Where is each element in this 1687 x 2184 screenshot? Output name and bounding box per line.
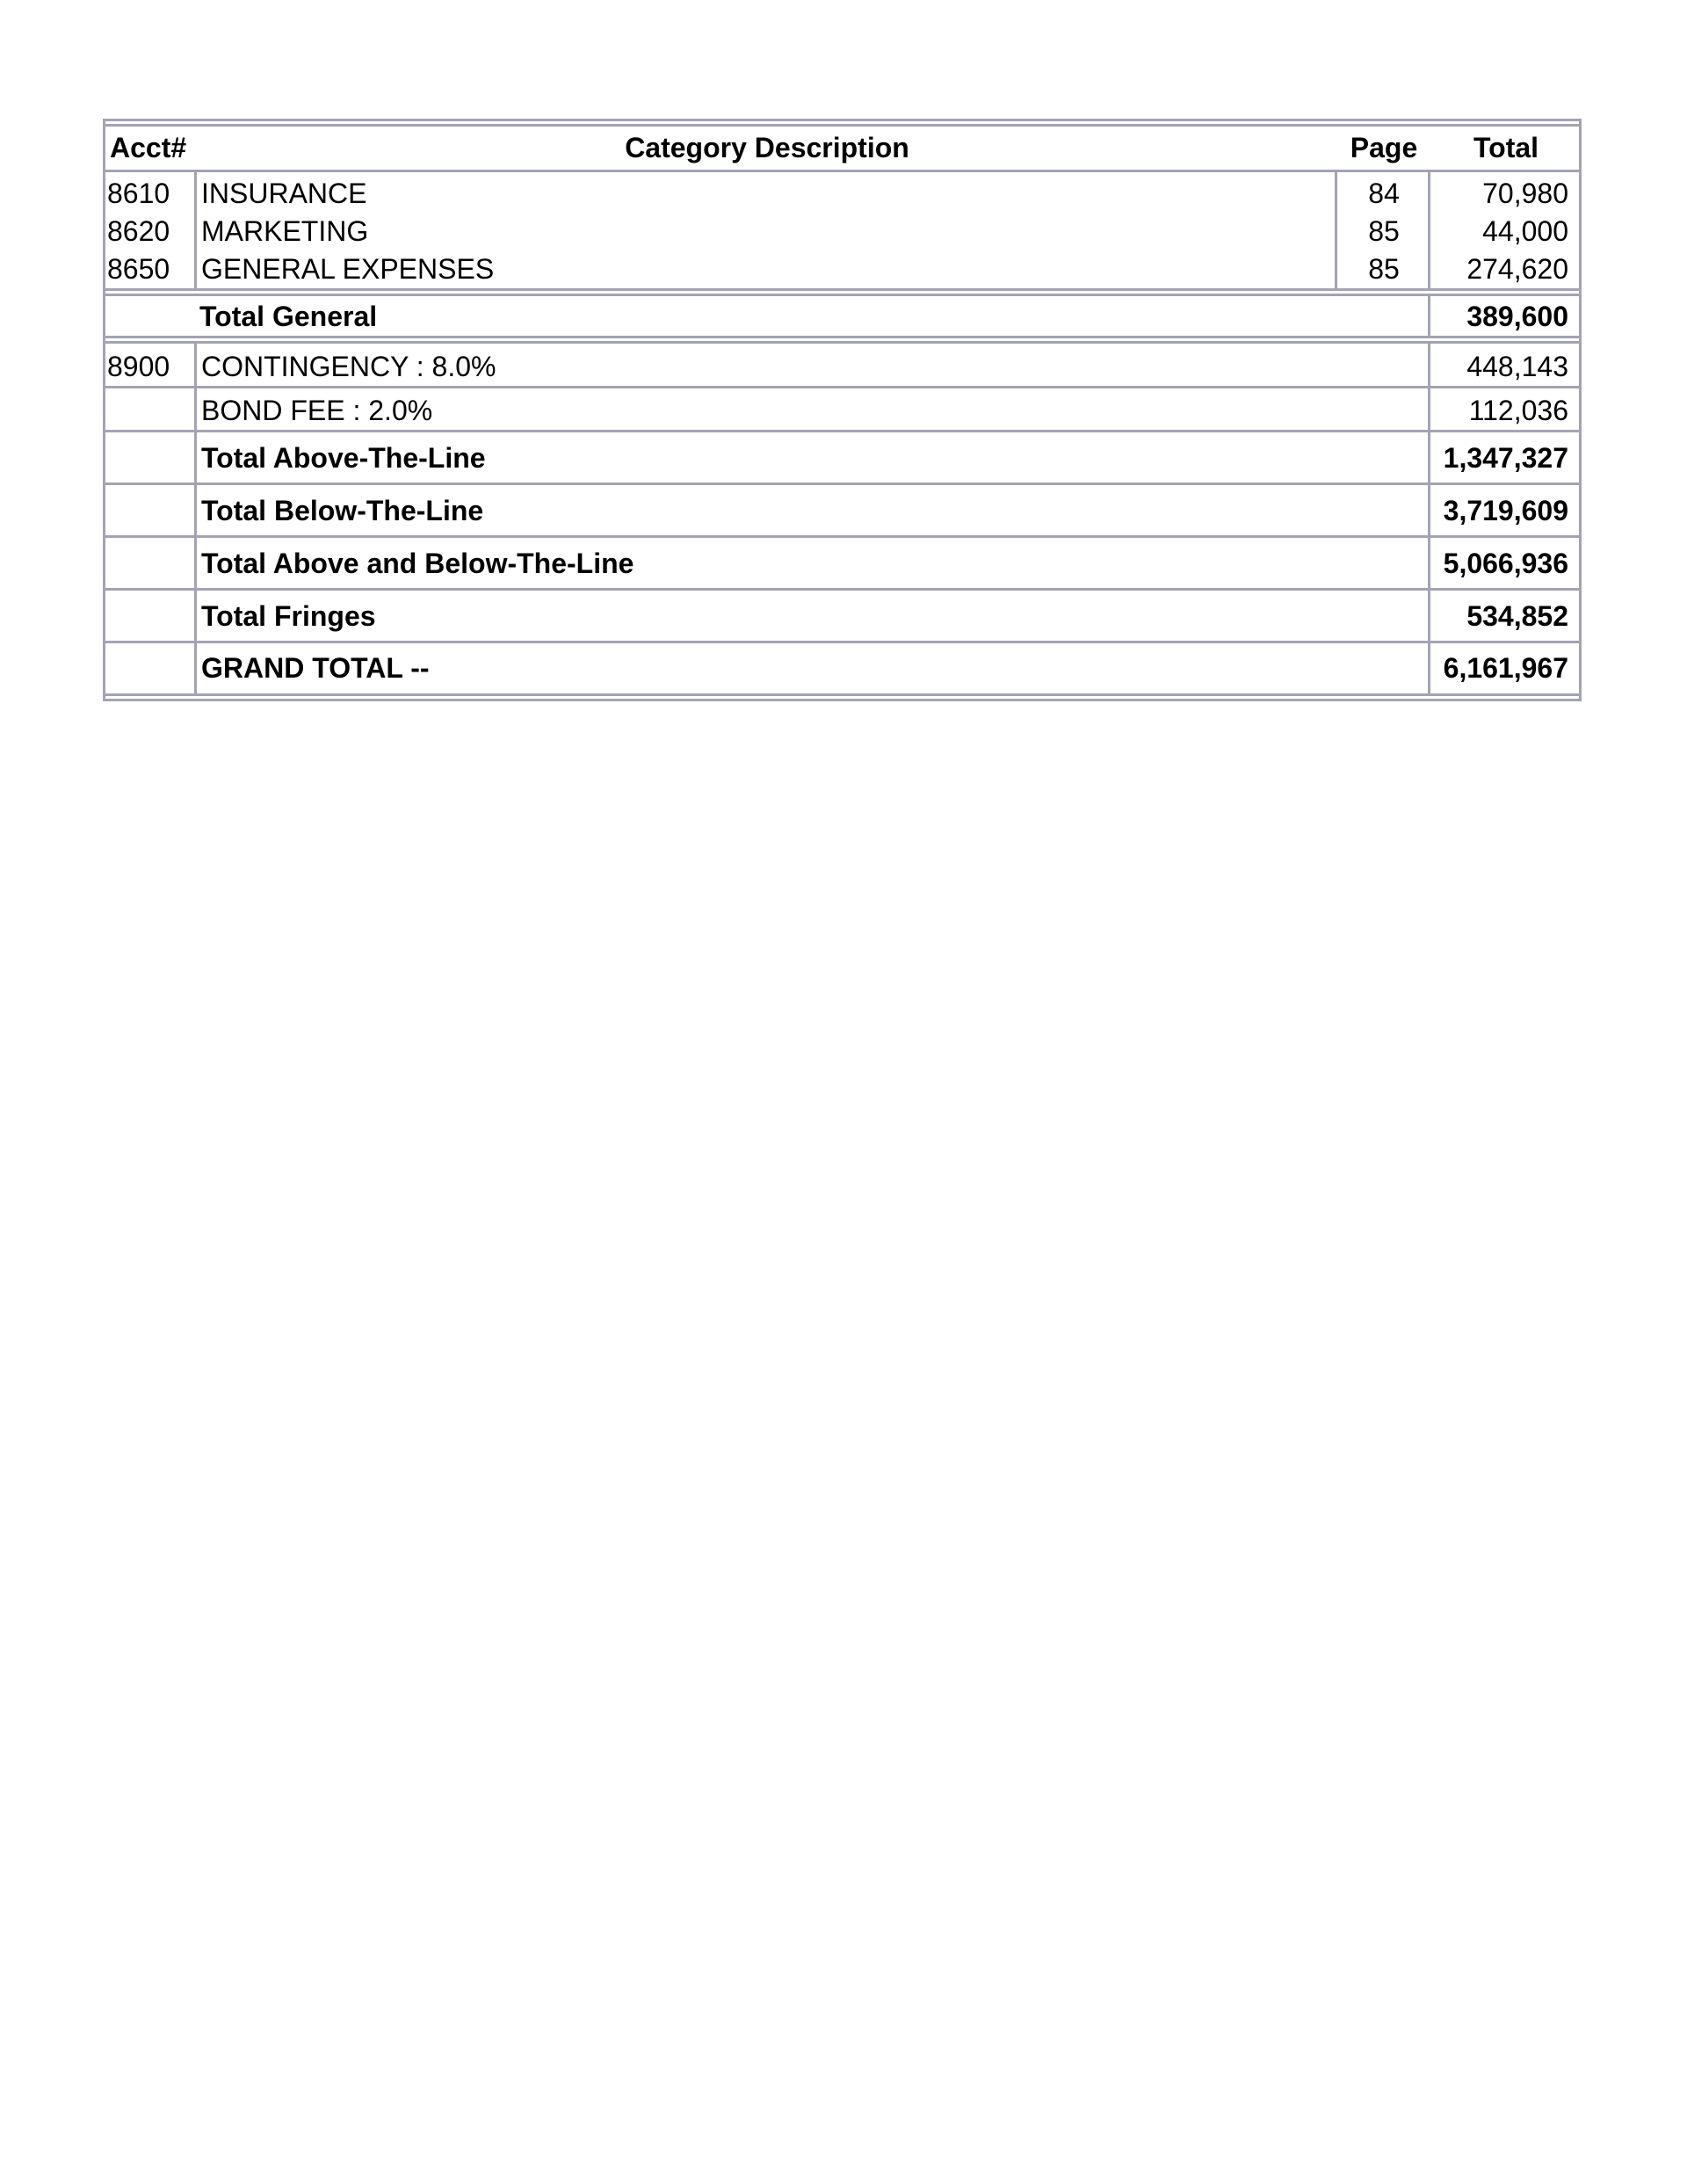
contingency-divider — [103, 386, 1582, 388]
header-page: Page — [1350, 132, 1418, 163]
row-page: 84 — [1368, 178, 1400, 209]
row-total: 70,980 — [1482, 178, 1568, 209]
summary-value-above-and-below: 5,066,936 — [1443, 548, 1568, 579]
row-page: 85 — [1368, 253, 1400, 285]
total-column-divider — [1428, 170, 1430, 291]
acct-column-divider-lower — [194, 341, 197, 696]
rows-divider-inner — [103, 294, 1582, 296]
summary-label-below-the-line: Total Below-The-Line — [201, 495, 484, 526]
row-description: INSURANCE — [201, 178, 367, 209]
summary-value-below-the-line: 3,719,609 — [1443, 495, 1568, 526]
row-acct: 8610 — [107, 178, 170, 209]
summary-label-above-the-line: Total Above-The-Line — [201, 442, 486, 474]
acct-column-divider — [194, 170, 197, 291]
grand-total-value: 6,161,967 — [1443, 652, 1568, 684]
page-column-divider-left — [1335, 170, 1337, 291]
below-line-divider — [103, 535, 1582, 538]
total-general-value: 389,600 — [1466, 301, 1568, 332]
fringes-divider — [103, 641, 1582, 643]
rows-divider — [103, 288, 1582, 291]
table-bottom-border — [103, 693, 1582, 696]
table-right-border — [1579, 119, 1582, 701]
summary-label-above-and-below: Total Above and Below-The-Line — [201, 548, 634, 579]
grand-total-label: GRAND TOTAL -- — [201, 652, 430, 684]
table-top-border-inner — [103, 124, 1582, 127]
contingency-label: CONTINGENCY : 8.0% — [201, 351, 496, 382]
row-total: 44,000 — [1482, 215, 1568, 247]
total-general-label: Total General — [199, 301, 378, 332]
summary-value-fringes: 534,852 — [1466, 600, 1568, 632]
total-general-column-divider — [1428, 294, 1430, 338]
bond-fee-value: 112,036 — [1468, 395, 1568, 426]
total-general-divider — [103, 336, 1582, 338]
table-left-border — [103, 119, 105, 701]
row-acct: 8620 — [107, 215, 170, 247]
table-bottom-border-inner — [103, 699, 1582, 701]
bond-fee-divider — [103, 430, 1582, 432]
row-description: MARKETING — [201, 215, 369, 247]
header-acct: Acct# — [110, 132, 187, 163]
row-total: 274,620 — [1466, 253, 1568, 285]
total-column-divider-lower — [1428, 341, 1430, 696]
row-description: GENERAL EXPENSES — [201, 253, 495, 285]
contingency-value: 448,143 — [1466, 351, 1568, 382]
above-below-divider — [103, 588, 1582, 591]
header-divider — [103, 170, 1582, 172]
table-top-border — [103, 119, 1582, 121]
above-line-divider — [103, 483, 1582, 485]
summary-label-fringes: Total Fringes — [201, 600, 376, 632]
bond-fee-label: BOND FEE : 2.0% — [201, 395, 433, 426]
header-total: Total — [1473, 132, 1539, 163]
header-description: Category Description — [625, 132, 909, 163]
summary-value-above-the-line: 1,347,327 — [1443, 442, 1568, 474]
row-page: 85 — [1368, 215, 1400, 247]
total-general-divider-inner — [103, 341, 1582, 344]
contingency-acct: 8900 — [107, 351, 170, 382]
row-acct: 8650 — [107, 253, 170, 285]
